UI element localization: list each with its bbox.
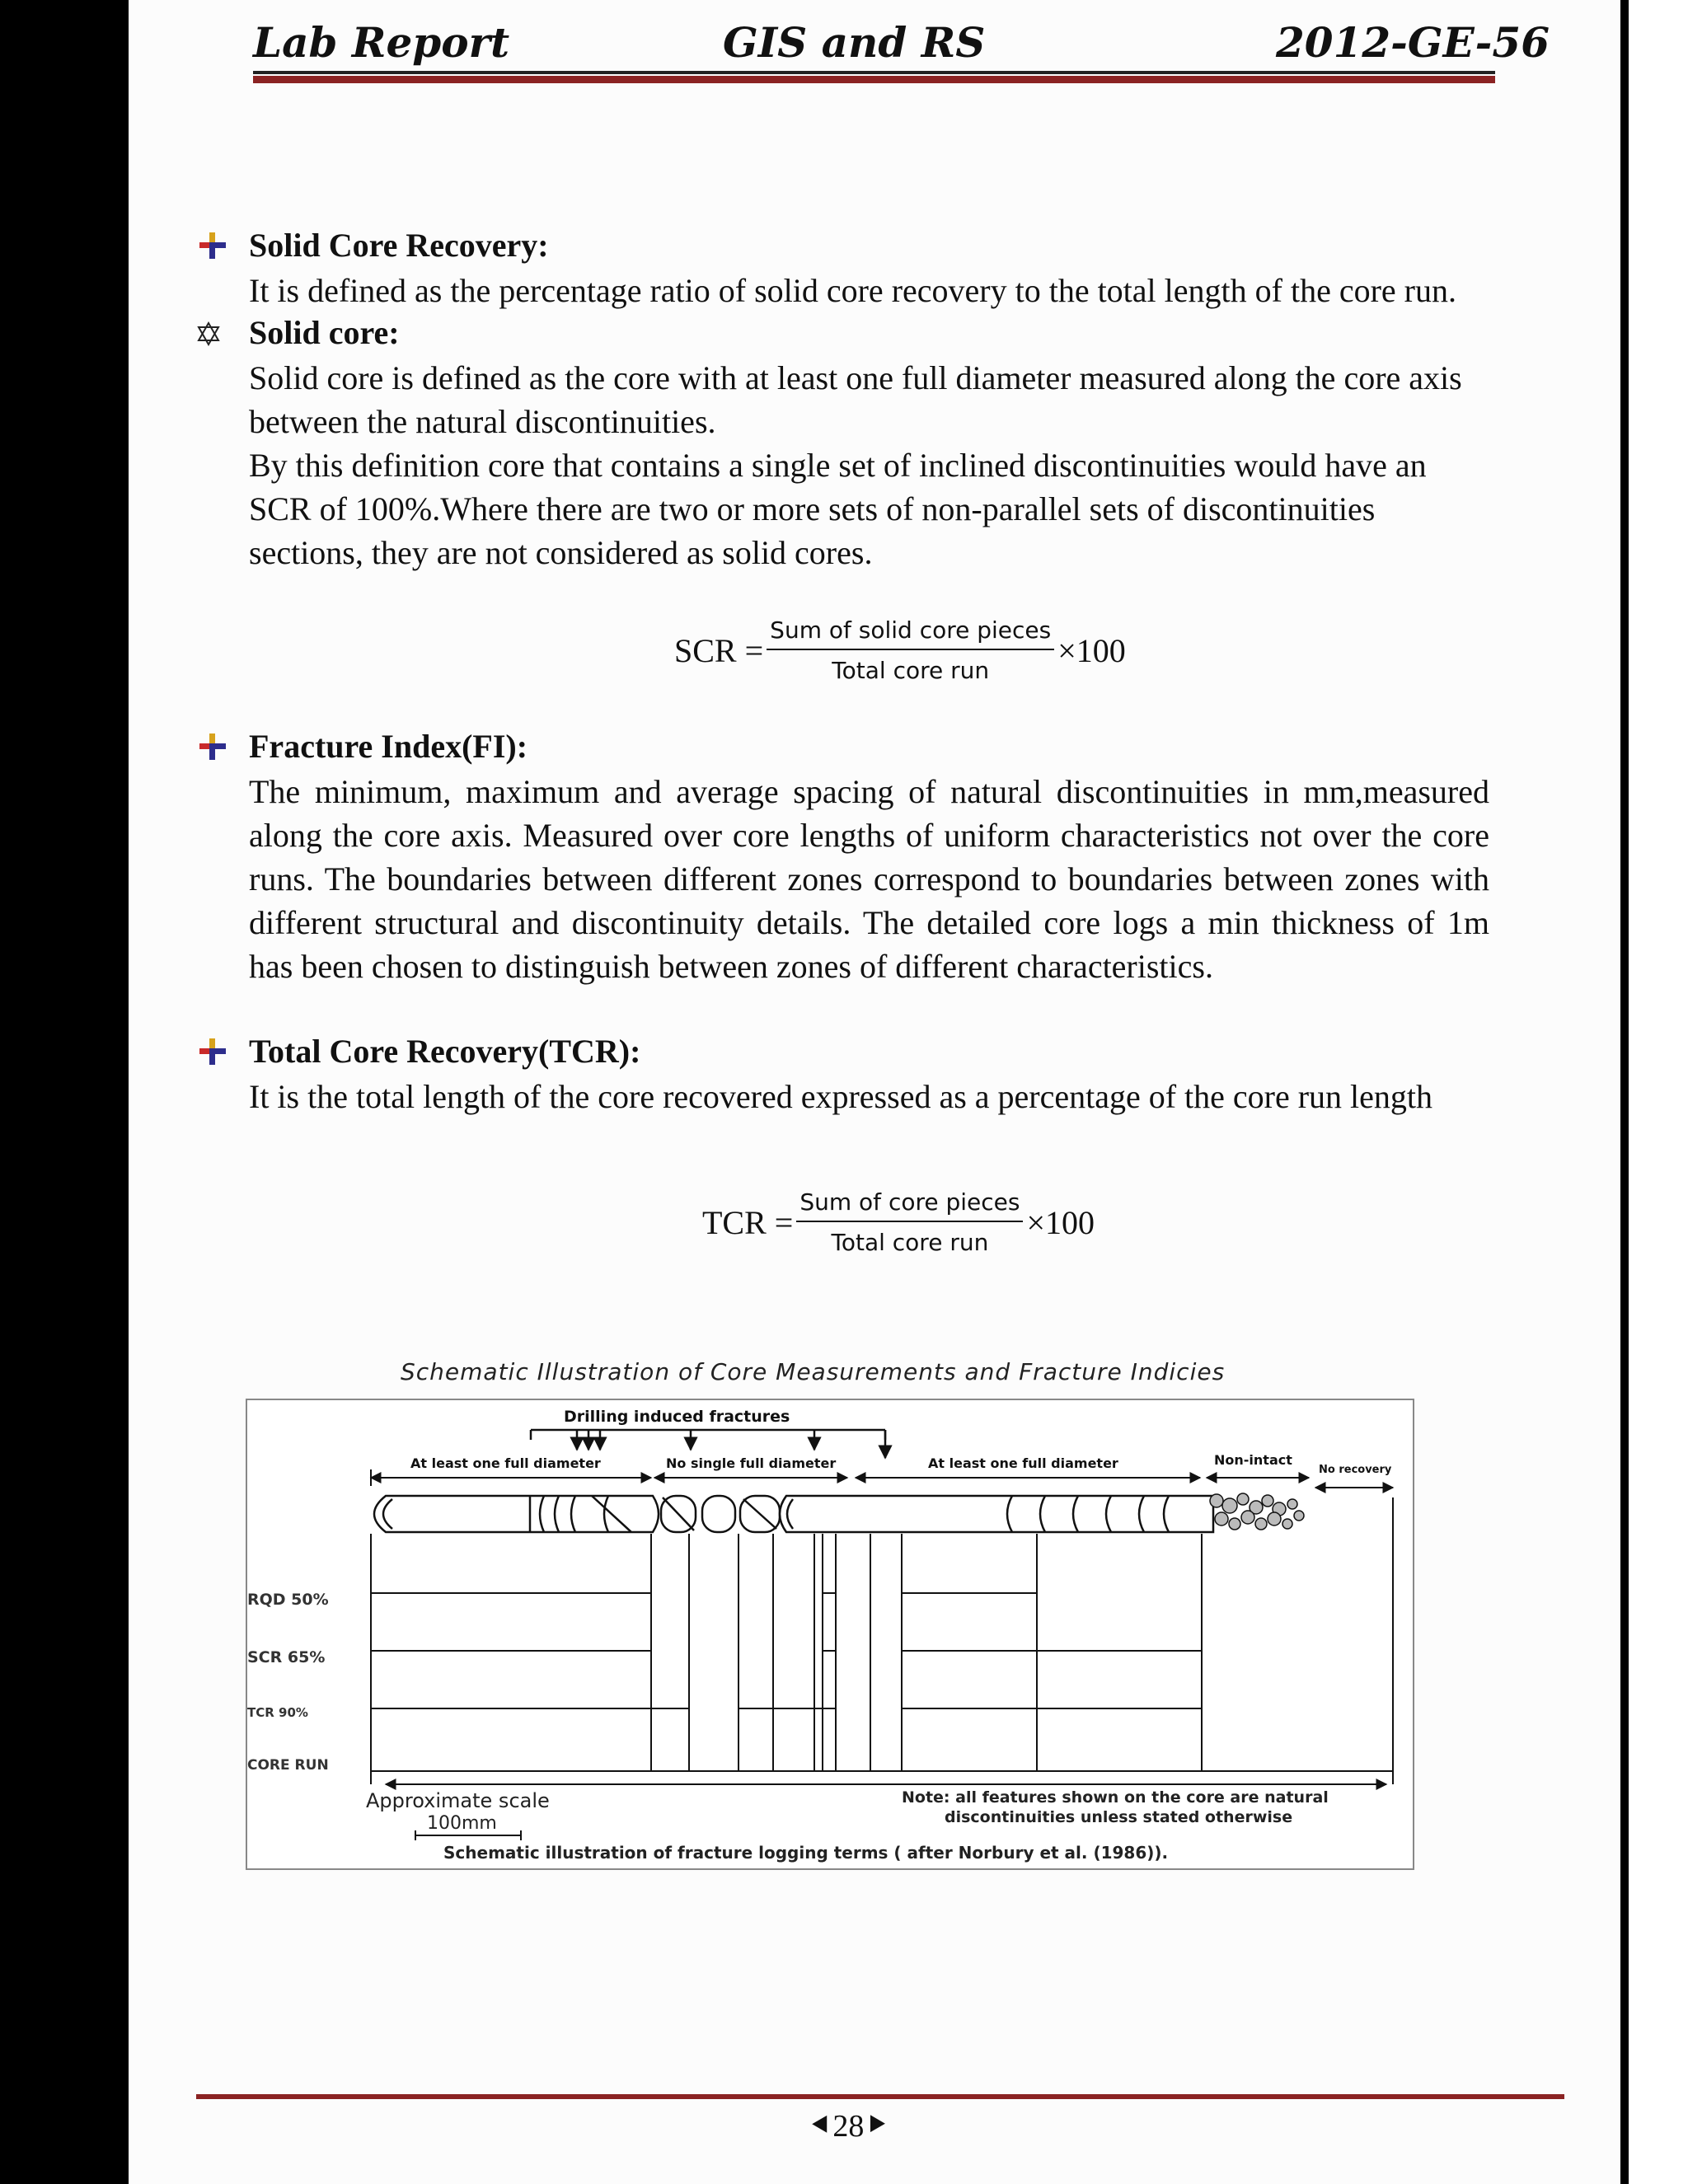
figure-note-line1: Note: all features shown on the core are natural xyxy=(902,1788,1329,1807)
solid-core-paragraph xyxy=(249,356,1489,574)
formula-numerator: Sum of core pieces xyxy=(796,1188,1023,1222)
label-no-single-diameter: No single full diameter xyxy=(666,1455,837,1471)
left-margin-bar xyxy=(0,0,129,2184)
page-next-icon: ⯈ xyxy=(864,2109,889,2144)
plus-bullet-icon xyxy=(198,1037,227,1066)
formula-lhs: TCR = xyxy=(702,1203,794,1241)
text-line: sections, they are not considered as solid cores. xyxy=(249,534,873,571)
label-full-diameter-1: At least one full diameter xyxy=(410,1455,601,1471)
heading-scr: Solid Core Recovery: xyxy=(249,227,549,264)
row-label-core-run: CORE RUN xyxy=(247,1757,329,1774)
page-number-value: 28 xyxy=(832,2109,865,2144)
text-line: Solid core is defined as the core with at least one full diameter measured along the core axis xyxy=(249,359,1462,396)
figure-title: Schematic Illustration of Core Measurements and Fracture Indicies xyxy=(401,1358,1226,1385)
star-bullet-icon xyxy=(196,321,221,346)
header-rule-accent xyxy=(253,76,1495,83)
text-line: runs. The boundaries between different zones correspond to boundaries between zones with xyxy=(249,860,1489,898)
text-line: different structural and discontinuity details. The detailed core logs a min thickness of 1m xyxy=(249,904,1489,941)
fi-paragraph xyxy=(249,770,1489,988)
row-label-rqd: RQD 50% xyxy=(247,1591,329,1609)
heading-tcr: Total Core Recovery(TCR): xyxy=(249,1033,641,1070)
row-label-scr: SCR 65% xyxy=(247,1648,326,1666)
core-measurement-figure xyxy=(246,1399,1414,1870)
label-full-diameter-2: At least one full diameter xyxy=(928,1455,1118,1471)
heading-fi: Fracture Index(FI): xyxy=(249,728,528,765)
scr-definition xyxy=(249,269,1489,312)
scale-value: 100mm xyxy=(427,1813,497,1834)
text-line: between the natural discontinuities. xyxy=(249,403,716,440)
formula-factor: ×100 xyxy=(1026,1203,1095,1241)
formula-fraction xyxy=(796,1188,1023,1256)
right-margin-bar xyxy=(1620,0,1629,2184)
formula-factor: ×100 xyxy=(1057,631,1126,669)
formula-denominator: Total core run xyxy=(831,1229,989,1256)
tcr-formula xyxy=(702,1188,1095,1256)
text-line: SCR of 100%.Where there are two or more sets of non-parallel sets of discontinuities xyxy=(249,490,1376,527)
footer-rule xyxy=(196,2094,1564,2099)
heading-solid-core: Solid core: xyxy=(249,314,400,351)
row-label-tcr: TCR 90% xyxy=(247,1705,308,1720)
text-line: has been chosen to distinguish between zones of different characteristics. xyxy=(249,948,1213,985)
header-right: 2012-GE-56 xyxy=(1276,18,1550,67)
formula-numerator: Sum of solid core pieces xyxy=(767,616,1054,650)
formula-lhs: SCR = xyxy=(674,631,764,669)
tcr-definition xyxy=(249,1075,1489,1118)
text-line: along the core axis. Measured over core lengths of uniform characteristics not over the core xyxy=(249,817,1489,854)
scale-label: Approximate scale xyxy=(366,1789,550,1812)
label-non-intact: Non-intact xyxy=(1214,1452,1292,1468)
formula-denominator: Total core run xyxy=(832,657,990,684)
page-prev-icon: ⯇ xyxy=(808,2109,833,2144)
header-rule xyxy=(253,71,1495,74)
scr-formula xyxy=(674,616,1126,684)
header-center: GIS and RS xyxy=(723,18,986,67)
core-sample-drawing xyxy=(374,1496,1213,1532)
formula-fraction xyxy=(767,616,1054,684)
figure-note-line2: discontinuities unless stated otherwise xyxy=(945,1808,1293,1826)
label-no-recovery: No recovery xyxy=(1319,1464,1392,1476)
tcr-definition-text: It is the total length of the core recovered expressed as a percentage of the core run length xyxy=(249,1078,1433,1115)
plus-bullet-icon xyxy=(198,231,227,260)
drilling-fractures-label: Drilling induced fractures xyxy=(564,1408,790,1426)
scr-definition-text: It is defined as the percentage ratio of solid core recovery to the total length of the core run. xyxy=(249,272,1456,309)
text-line: The minimum, maximum and average spacing of natural discontinuities in mm,measured xyxy=(249,773,1489,810)
figure-caption: Schematic illustration of fracture logging terms ( after Norbury et al. (1986)). xyxy=(443,1843,1169,1863)
page-number xyxy=(808,2108,889,2144)
text-line: By this definition core that contains a single set of inclined discontinuities would have an xyxy=(249,447,1427,484)
header-left: Lab Report xyxy=(253,18,510,67)
plus-bullet-icon xyxy=(198,732,227,762)
